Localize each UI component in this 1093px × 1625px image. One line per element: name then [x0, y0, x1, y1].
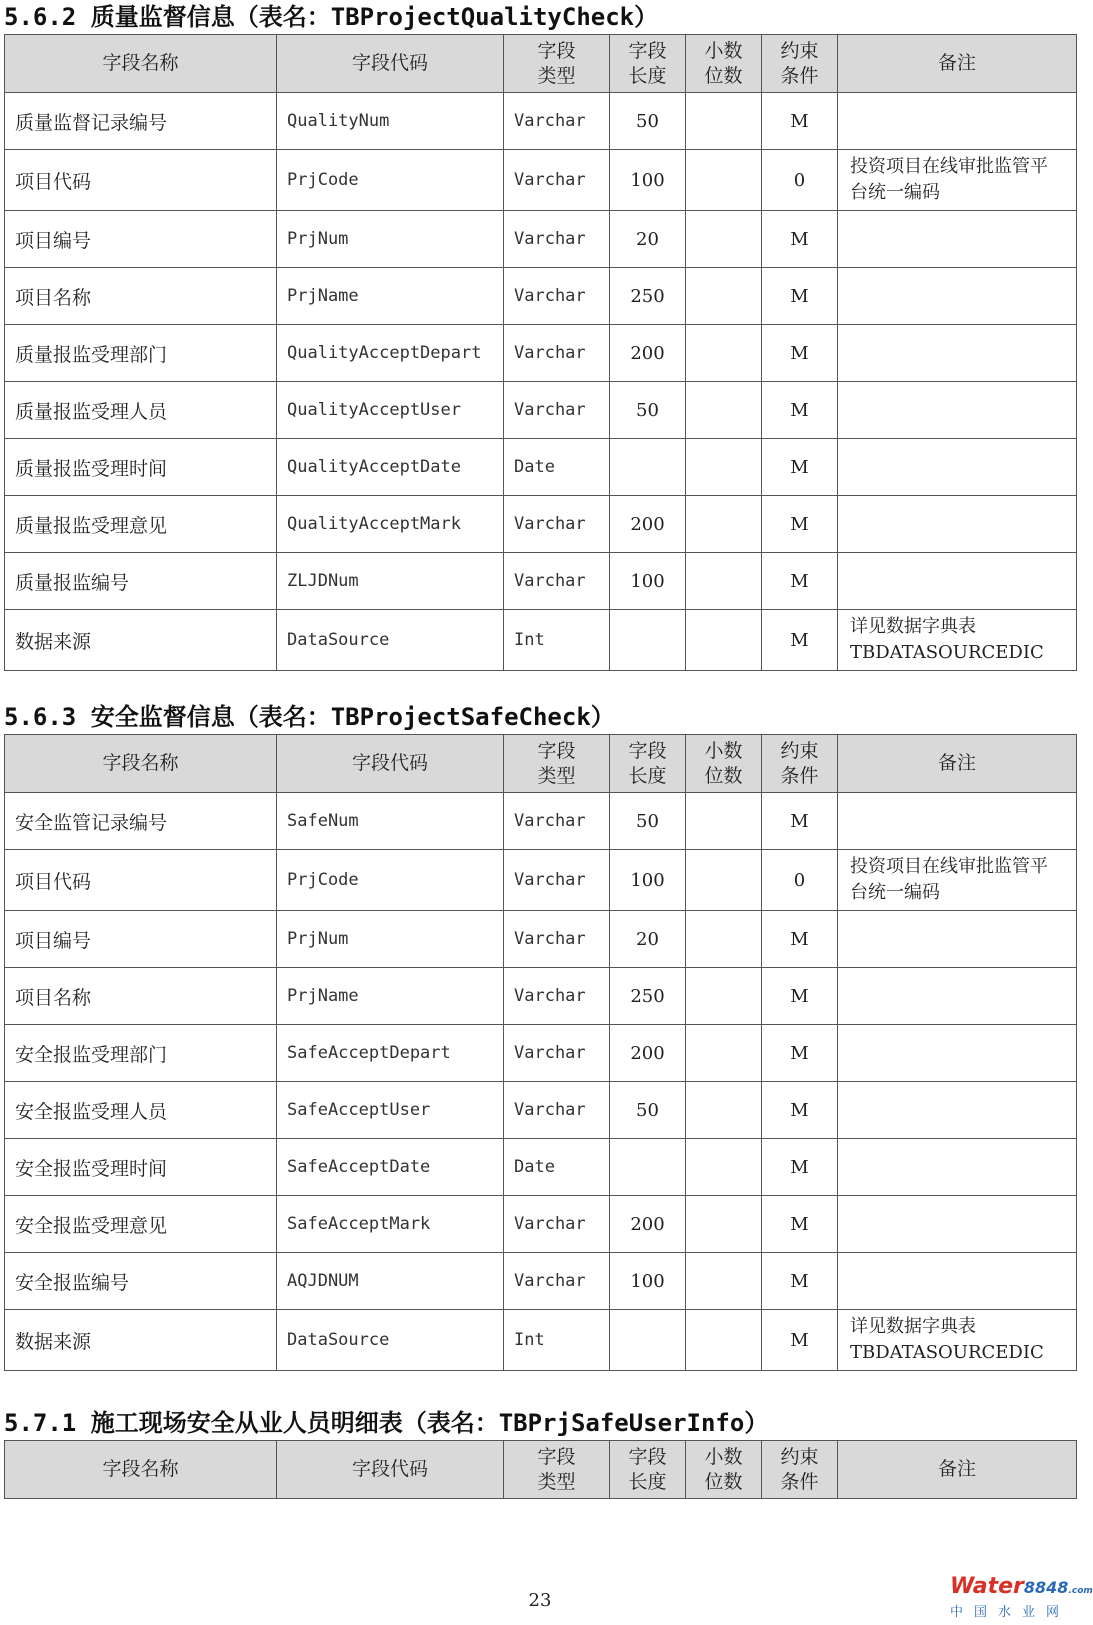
cell-dec: [686, 93, 762, 150]
cell-dec: [686, 553, 762, 610]
header-field-code: 字段代码: [277, 1441, 504, 1499]
table-header-row: [5, 735, 1077, 793]
cell-code: PrjName: [277, 968, 504, 1025]
field-table: [4, 34, 1077, 671]
cell-len: 50: [610, 93, 686, 150]
cell-dec: [686, 1025, 762, 1082]
cell-code: PrjCode: [277, 150, 504, 211]
cell-con: M: [762, 382, 838, 439]
logo-suffix: .com: [1068, 1586, 1093, 1596]
header-constraint: 约束 条件: [762, 35, 838, 93]
logo-brand: Water: [950, 1574, 1024, 1599]
cell-code: QualityAcceptDate: [277, 439, 504, 496]
cell-type: Varchar: [504, 968, 610, 1025]
table-row: [5, 150, 1077, 211]
cell-note: 投资项目在线审批监管平台统一编码: [838, 850, 1077, 911]
cell-con: M: [762, 1139, 838, 1196]
header-field-name: 字段名称: [5, 35, 277, 93]
table-row: [5, 968, 1077, 1025]
header-constraint: 约束 条件: [762, 1441, 838, 1499]
cell-len: 250: [610, 268, 686, 325]
cell-name: 质量报监受理部门: [5, 325, 277, 382]
cell-name: 项目代码: [5, 850, 277, 911]
cell-dec: [686, 968, 762, 1025]
field-table: [4, 1440, 1077, 1499]
page-number: 23: [528, 1590, 552, 1611]
cell-type: Varchar: [504, 150, 610, 211]
cell-code: PrjCode: [277, 850, 504, 911]
cell-dec: [686, 850, 762, 911]
cell-name: 数据来源: [5, 610, 277, 671]
cell-len: 200: [610, 325, 686, 382]
cell-note: [838, 1253, 1077, 1310]
cell-dec: [686, 610, 762, 671]
table-row: [5, 610, 1077, 671]
cell-code: ZLJDNum: [277, 553, 504, 610]
cell-len: 200: [610, 496, 686, 553]
cell-code: AQJDNUM: [277, 1253, 504, 1310]
cell-con: M: [762, 1025, 838, 1082]
table-row: [5, 850, 1077, 911]
cell-len: 100: [610, 850, 686, 911]
cell-con: M: [762, 439, 838, 496]
cell-note: [838, 439, 1077, 496]
cell-note: [838, 793, 1077, 850]
cell-code: SafeAcceptDate: [277, 1139, 504, 1196]
cell-len: 250: [610, 968, 686, 1025]
cell-note: [838, 968, 1077, 1025]
table-row: [5, 93, 1077, 150]
cell-dec: [686, 793, 762, 850]
header-field-name: 字段名称: [5, 735, 277, 793]
header-constraint: 约束 条件: [762, 735, 838, 793]
logo-digits: 8848: [1023, 1578, 1069, 1597]
cell-name: 项目名称: [5, 268, 277, 325]
cell-type: Varchar: [504, 325, 610, 382]
header-decimals: 小数 位数: [686, 735, 762, 793]
section-heading: 5.6.3 安全监督信息（表名：TBProjectSafeCheck）: [4, 703, 615, 731]
cell-type: Int: [504, 610, 610, 671]
cell-dec: [686, 1196, 762, 1253]
cell-type: Varchar: [504, 211, 610, 268]
cell-note: [838, 268, 1077, 325]
cell-type: Varchar: [504, 1025, 610, 1082]
header-remarks: 备注: [838, 1441, 1077, 1499]
cell-len: [610, 610, 686, 671]
cell-dec: [686, 268, 762, 325]
cell-con: M: [762, 1253, 838, 1310]
cell-note: [838, 211, 1077, 268]
cell-type: Varchar: [504, 1196, 610, 1253]
cell-len: 200: [610, 1025, 686, 1082]
header-field-type: 字段 类型: [504, 1441, 610, 1499]
cell-dec: [686, 911, 762, 968]
cell-name: 安全报监受理人员: [5, 1082, 277, 1139]
cell-con: 0: [762, 850, 838, 911]
cell-con: M: [762, 610, 838, 671]
table-row: [5, 1253, 1077, 1310]
cell-code: SafeAcceptUser: [277, 1082, 504, 1139]
cell-dec: [686, 1310, 762, 1371]
cell-code: PrjNum: [277, 911, 504, 968]
cell-type: Varchar: [504, 1082, 610, 1139]
table-row: [5, 211, 1077, 268]
cell-type: Date: [504, 1139, 610, 1196]
cell-code: QualityAcceptMark: [277, 496, 504, 553]
cell-type: Varchar: [504, 793, 610, 850]
table-row: [5, 553, 1077, 610]
cell-con: 0: [762, 150, 838, 211]
cell-len: [610, 1310, 686, 1371]
table-row: [5, 325, 1077, 382]
table-row: [5, 1310, 1077, 1371]
cell-name: 安全报监受理时间: [5, 1139, 277, 1196]
cell-name: 安全监管记录编号: [5, 793, 277, 850]
header-field-length: 字段 长度: [610, 735, 686, 793]
cell-dec: [686, 496, 762, 553]
cell-note: [838, 1082, 1077, 1139]
header-remarks: 备注: [838, 35, 1077, 93]
cell-note: 详见数据字典表 TBDATASOURCEDIC: [838, 1310, 1077, 1371]
cell-name: 安全报监受理意见: [5, 1196, 277, 1253]
table-row: [5, 911, 1077, 968]
cell-code: SafeNum: [277, 793, 504, 850]
table-row: [5, 1139, 1077, 1196]
cell-con: M: [762, 793, 838, 850]
cell-con: M: [762, 325, 838, 382]
cell-len: [610, 439, 686, 496]
table-row: [5, 793, 1077, 850]
cell-note: [838, 911, 1077, 968]
header-field-type: 字段 类型: [504, 35, 610, 93]
cell-len: 100: [610, 553, 686, 610]
cell-con: M: [762, 1196, 838, 1253]
cell-len: 100: [610, 150, 686, 211]
section-heading: 5.6.2 质量监督信息（表名：TBProjectQualityCheck）: [4, 3, 659, 31]
cell-name: 项目名称: [5, 968, 277, 1025]
cell-name: 质量报监受理时间: [5, 439, 277, 496]
cell-name: 质量报监受理意见: [5, 496, 277, 553]
header-remarks: 备注: [838, 735, 1077, 793]
cell-name: 项目编号: [5, 911, 277, 968]
cell-name: 安全报监受理部门: [5, 1025, 277, 1082]
cell-type: Varchar: [504, 911, 610, 968]
cell-note: [838, 1196, 1077, 1253]
table-row: [5, 1082, 1077, 1139]
logo-cn: 中国水业网: [950, 1605, 1071, 1620]
cell-len: 50: [610, 793, 686, 850]
table-header-row: [5, 1441, 1077, 1499]
header-field-length: 字段 长度: [610, 35, 686, 93]
cell-type: Varchar: [504, 850, 610, 911]
cell-note: 详见数据字典表 TBDATASOURCEDIC: [838, 610, 1077, 671]
table-row: [5, 1025, 1077, 1082]
cell-con: M: [762, 553, 838, 610]
cell-type: Varchar: [504, 382, 610, 439]
cell-type: Varchar: [504, 496, 610, 553]
cell-note: 投资项目在线审批监管平台统一编码: [838, 150, 1077, 211]
header-decimals: 小数 位数: [686, 1441, 762, 1499]
cell-dec: [686, 382, 762, 439]
cell-dec: [686, 1082, 762, 1139]
table-row: [5, 496, 1077, 553]
cell-code: PrjNum: [277, 211, 504, 268]
cell-name: 项目编号: [5, 211, 277, 268]
cell-note: [838, 382, 1077, 439]
cell-con: M: [762, 496, 838, 553]
cell-type: Int: [504, 1310, 610, 1371]
table-row: [5, 1196, 1077, 1253]
cell-len: 20: [610, 911, 686, 968]
cell-con: M: [762, 968, 838, 1025]
cell-dec: [686, 325, 762, 382]
cell-len: 50: [610, 382, 686, 439]
cell-name: 安全报监编号: [5, 1253, 277, 1310]
cell-code: SafeAcceptDepart: [277, 1025, 504, 1082]
cell-len: 200: [610, 1196, 686, 1253]
cell-con: M: [762, 268, 838, 325]
cell-name: 项目代码: [5, 150, 277, 211]
header-field-code: 字段代码: [277, 735, 504, 793]
cell-code: DataSource: [277, 610, 504, 671]
cell-len: 100: [610, 1253, 686, 1310]
cell-type: Varchar: [504, 268, 610, 325]
header-field-length: 字段 长度: [610, 1441, 686, 1499]
cell-dec: [686, 1139, 762, 1196]
cell-dec: [686, 439, 762, 496]
cell-note: [838, 325, 1077, 382]
cell-len: [610, 1139, 686, 1196]
cell-type: Varchar: [504, 93, 610, 150]
cell-con: M: [762, 911, 838, 968]
section-heading: 5.7.1 施工现场安全从业人员明细表（表名：TBPrjSafeUserInfo）: [4, 1409, 769, 1437]
section-quality-check: [4, 0, 1076, 671]
cell-code: PrjName: [277, 268, 504, 325]
header-field-code: 字段代码: [277, 35, 504, 93]
cell-code: QualityNum: [277, 93, 504, 150]
section-safe-check: [4, 700, 1076, 1371]
header-field-name: 字段名称: [5, 1441, 277, 1499]
watermark-logo: [950, 1574, 1093, 1623]
cell-name: 质量报监编号: [5, 553, 277, 610]
cell-con: M: [762, 211, 838, 268]
table-header-row: [5, 35, 1077, 93]
cell-code: QualityAcceptDepart: [277, 325, 504, 382]
cell-len: 50: [610, 1082, 686, 1139]
cell-name: 质量监督记录编号: [5, 93, 277, 150]
cell-name: 质量报监受理人员: [5, 382, 277, 439]
cell-note: [838, 93, 1077, 150]
cell-dec: [686, 150, 762, 211]
cell-code: DataSource: [277, 1310, 504, 1371]
cell-note: [838, 1139, 1077, 1196]
field-table: [4, 734, 1077, 1371]
section-safe-user-info: [4, 1406, 1076, 1499]
cell-len: 20: [610, 211, 686, 268]
table-row: [5, 439, 1077, 496]
cell-type: Varchar: [504, 553, 610, 610]
table-row: [5, 268, 1077, 325]
cell-con: M: [762, 93, 838, 150]
cell-note: [838, 496, 1077, 553]
cell-note: [838, 1025, 1077, 1082]
cell-note: [838, 553, 1077, 610]
cell-dec: [686, 1253, 762, 1310]
header-field-type: 字段 类型: [504, 735, 610, 793]
cell-code: SafeAcceptMark: [277, 1196, 504, 1253]
table-row: [5, 382, 1077, 439]
cell-con: M: [762, 1310, 838, 1371]
cell-con: M: [762, 1082, 838, 1139]
cell-type: Date: [504, 439, 610, 496]
cell-name: 数据来源: [5, 1310, 277, 1371]
header-decimals: 小数 位数: [686, 35, 762, 93]
cell-dec: [686, 211, 762, 268]
cell-type: Varchar: [504, 1253, 610, 1310]
cell-code: QualityAcceptUser: [277, 382, 504, 439]
